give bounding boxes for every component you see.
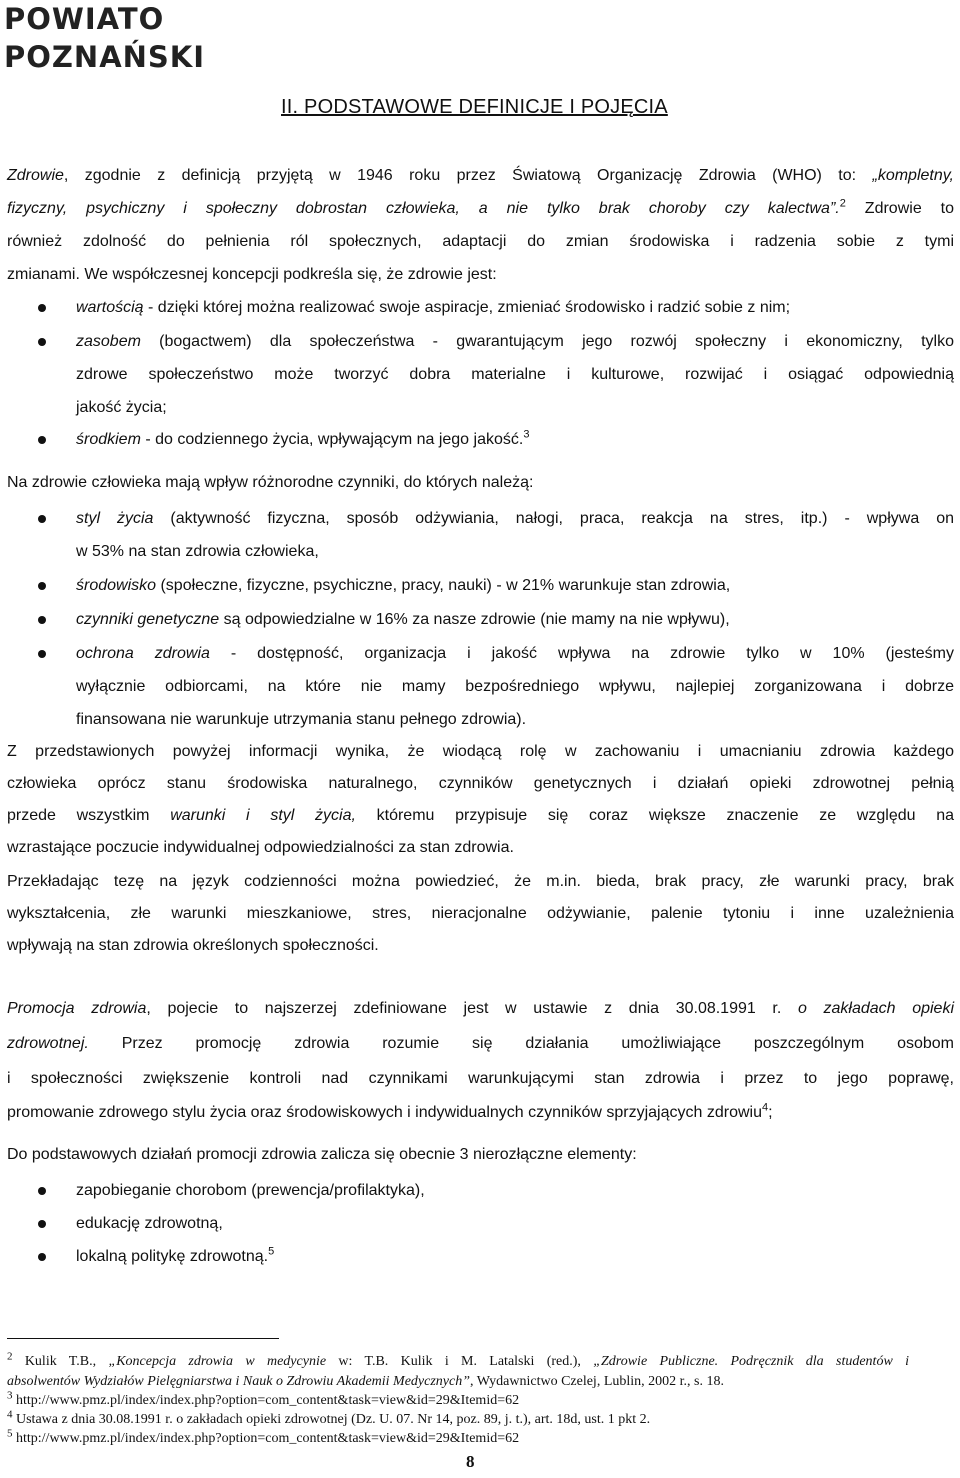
footnote-4 [7, 1408, 651, 1428]
p5-line-4 [7, 1103, 773, 1123]
footnote-3-number: 3 [7, 1389, 13, 1402]
p5-text-a: , pojecie to najszerzej zdefiniowane jest w ustawie z dnia 30.08.1991 r. [146, 1000, 798, 1017]
list1-item-2-text: (bogactwem) dla społeczeństwa - gwarantującym jego rozwój społeczny i ekonomiczny, tylko [140, 333, 954, 350]
footnote-2-line-2 [7, 1374, 724, 1390]
list3-item-3-text: lokalną politykę zdrowotną. [76, 1248, 269, 1265]
section-heading: II. PODSTAWOWE DEFINICJE I POJĘCIA [281, 96, 668, 118]
list1-item-2-line-1 [76, 332, 954, 352]
list2-item-4-line-1 [76, 644, 954, 664]
bullet [38, 582, 46, 590]
bullet [38, 304, 46, 312]
p3-line-4: wzrastające poczucie indywidualnej odpowiedzialności za stan zdrowia. [7, 839, 514, 856]
footnote-5 [7, 1427, 520, 1447]
list3-item-1: zapobieganie chorobom (prewencja/profilaktyka), [76, 1182, 425, 1199]
footnote-3 [7, 1389, 520, 1409]
p6: Do podstawowych działań promocji zdrowia zalicza się obecnie 3 nierozłączne elementy: [7, 1146, 637, 1163]
p5-text-end: ; [768, 1104, 773, 1121]
p5-text-c: promowanie zdrowego stylu życia oraz środowiskowych i indywidualnych czynników sprzyjających zdrowiu [7, 1104, 762, 1121]
bullet [38, 616, 46, 624]
p5-line-1 [7, 999, 954, 1019]
logo-line-1: POWIATO [4, 2, 165, 36]
list1-item-1-text: - dzięki której można realizować swoje aspiracje, zmieniać środowisko i radzić sobie z nim; [143, 299, 791, 316]
footnote-ref-2: 2 [839, 197, 846, 210]
list2-item-1-text: (aktywność fizyczna, sposób odżywiania, nałogi, praca, reakcja na stres, itp.) - wpływa on [153, 510, 954, 527]
p3-line-2: człowieka oprócz stanu środowiska naturalnego, czynników genetycznych i działań opieki zdrowotnej pełnią [7, 775, 954, 792]
footnote-2-number: 2 [7, 1350, 13, 1363]
bullet [38, 1253, 46, 1261]
bullet [38, 1220, 46, 1228]
powiat-poznanski-logo [4, 2, 206, 78]
footnote-2-title-2: „Zdrowie Publiczne. Podręcznik dla studentów i [593, 1354, 909, 1369]
footnote-2-title-2-cont: absolwentów Wydziałów Pielęgniarstwa i Nauk o Zdrowiu Akademii Medycznych” [7, 1374, 471, 1389]
term-srodkiem: środkiem [76, 431, 141, 448]
term-srodowisko: środowisko [76, 577, 157, 594]
footnote-2-editors: w: T.B. Kulik i M. Latalski (red.), [326, 1354, 594, 1369]
p5-act-title-end: zdrowotnej. [7, 1035, 89, 1052]
bullet [38, 515, 46, 523]
list1-item-2-line-2: zdrowe społeczeństwo może tworzyć dobra materialne i kulturowe, rozwijać i osiągać odpowiednią [76, 366, 954, 383]
term-czynniki-genetyczne: czynniki genetyczne [76, 611, 220, 628]
p3-text-b: któremu przypisuje się coraz większe znaczenie ze względu na [355, 807, 955, 824]
list2-item-4-text: - dostępność, organizacja i jakość wpływa na zdrowie tylko w 10% (jesteśmy [209, 645, 954, 662]
p5-line-2 [7, 1034, 954, 1054]
list2-item-4-line-2: wyłącznie odbiorcami, na które nie mamy bezpośredniego wpływu, najlepiej zorganizowana i dobrze [76, 678, 954, 695]
footnote-2-publisher: , Wydawnictwo Czelej, Lublin, 2002 r., s. 18. [470, 1374, 724, 1389]
term-promocja-zdrowia: Promocja zdrowia [7, 1000, 147, 1017]
p3-emphasis: warunki i styl życia, [170, 807, 356, 824]
bullet [38, 436, 46, 444]
p1-text-a: , zgodnie z definicją przyjętą w 1946 roku przez Światową Organizację Zdrowia (WHO) to: [63, 167, 873, 184]
logo-line-2: POZNAŃSKI [4, 40, 206, 74]
p3-text-a: przede wszystkim [7, 807, 171, 824]
list3-item-3 [76, 1247, 274, 1267]
footnote-5-text: http://www.pmz.pl/index/index.php?option=com_content&task=view&id=29&Itemid=62 [12, 1431, 520, 1446]
list2-item-3-text: są odpowiedzialne w 16% za nasze zdrowie (nie mamy na nie wpływu), [219, 611, 730, 628]
footnote-4-text: Ustawa z dnia 30.08.1991 r. o zakładach opieki zdrowotnej (Dz. U. 07. Nr 14, poz. 89, j. t.), art. 18d, ust. 1 pkt 2. [12, 1412, 651, 1427]
p1-line-4: zmianami. We współczesnej koncepcji podkreśla się, że zdrowie jest: [7, 266, 497, 283]
p3-line-3 [7, 806, 954, 826]
p1-text-b: Zdrowie to [845, 200, 955, 217]
list1-item-2-line-3: jakość życia; [76, 399, 167, 416]
footnote-ref-4: 4 [761, 1101, 769, 1114]
p3-line-1: Z przedstawionych powyżej informacji wynika, że wiodącą rolę w zachowaniu i umacnianiu zdrowia każdego [7, 743, 954, 760]
bullet [38, 1187, 46, 1195]
p5-line-3: i społeczności zwiększenie kontroli nad czynnikami warunkującymi stan zdrowia i przez to jego poprawę, [7, 1070, 954, 1087]
list2-item-2-text: (społeczne, fizyczne, psychiczne, pracy, nauki) - w 21% warunkuje stan zdrowia, [156, 577, 731, 594]
p5-act-title: o zakładach opieki [797, 1000, 955, 1017]
term-zasobem: zasobem [76, 333, 141, 350]
p4-line-3: wpływają na stan zdrowia określonych społeczności. [7, 937, 379, 954]
p2: Na zdrowie człowieka mają wpływ różnorodne czynniki, do których należą: [7, 474, 534, 491]
page-number: 8 [466, 1452, 475, 1471]
list2-item-2 [76, 576, 730, 596]
footnote-2-title-1: „Koncepcja zdrowia w medycynie [108, 1354, 327, 1369]
p1-line-2 [7, 199, 954, 219]
p4-line-1: Przekładając tezę na język codzienności można powiedzieć, że m.in. bieda, brak pracy, złe warunki pracy, brak [7, 873, 954, 890]
list2-item-3 [76, 610, 730, 630]
list2-item-4-line-3: finansowana nie warunkuje utrzymania stanu pełnego zdrowia). [76, 711, 527, 728]
footnote-separator [7, 1338, 279, 1339]
p5-text-b: Przez promocję zdrowia rozumie się działania umożliwiające poszczególnym osobom [88, 1035, 954, 1052]
footnote-5-number: 5 [7, 1427, 13, 1440]
list1-item-3-text: - do codziennego życia, wpływającym na jego jakość. [140, 431, 524, 448]
p1-line-1 [7, 166, 954, 186]
footnote-ref-3: 3 [523, 428, 530, 441]
footnote-2-line-1 [7, 1350, 909, 1370]
list2-item-1-line-1 [76, 509, 954, 529]
term-styl-zycia: styl życia [76, 510, 154, 527]
footnote-3-text: http://www.pmz.pl/index/index.php?option=com_content&task=view&id=29&Itemid=62 [12, 1393, 520, 1408]
term-wartoscia: wartością [76, 299, 144, 316]
footnote-2-author: Kulik T.B., [12, 1354, 109, 1369]
list1-item-3 [76, 430, 529, 450]
p4-line-2: wykształcenia, złe warunki mieszkaniowe, stres, nieracjonalne odżywianie, palenie tytoniu i inne uzależnienia [7, 905, 954, 922]
p1-line-3: również zdolność do pełnienia ról społecznych, adaptacji do zmian środowiska i radzenia sobie z tymi [7, 233, 954, 250]
bullet [38, 338, 46, 346]
list1-item-1 [76, 298, 790, 318]
p1-quote-start: „kompletny, [872, 167, 954, 184]
term-zdrowie: Zdrowie [7, 167, 64, 184]
bullet [38, 650, 46, 658]
term-ochrona-zdrowia: ochrona zdrowia [76, 645, 210, 662]
footnote-ref-5: 5 [268, 1245, 275, 1258]
footnote-4-number: 4 [7, 1408, 13, 1421]
p1-quote: fizyczny, psychiczny i społeczny dobrostan człowieka, a nie tylko brak choroby czy kalectwa”. [7, 200, 840, 217]
list3-item-2: edukację zdrowotną, [76, 1215, 223, 1232]
list2-item-1-line-2: w 53% na stan zdrowia człowieka, [76, 543, 319, 560]
